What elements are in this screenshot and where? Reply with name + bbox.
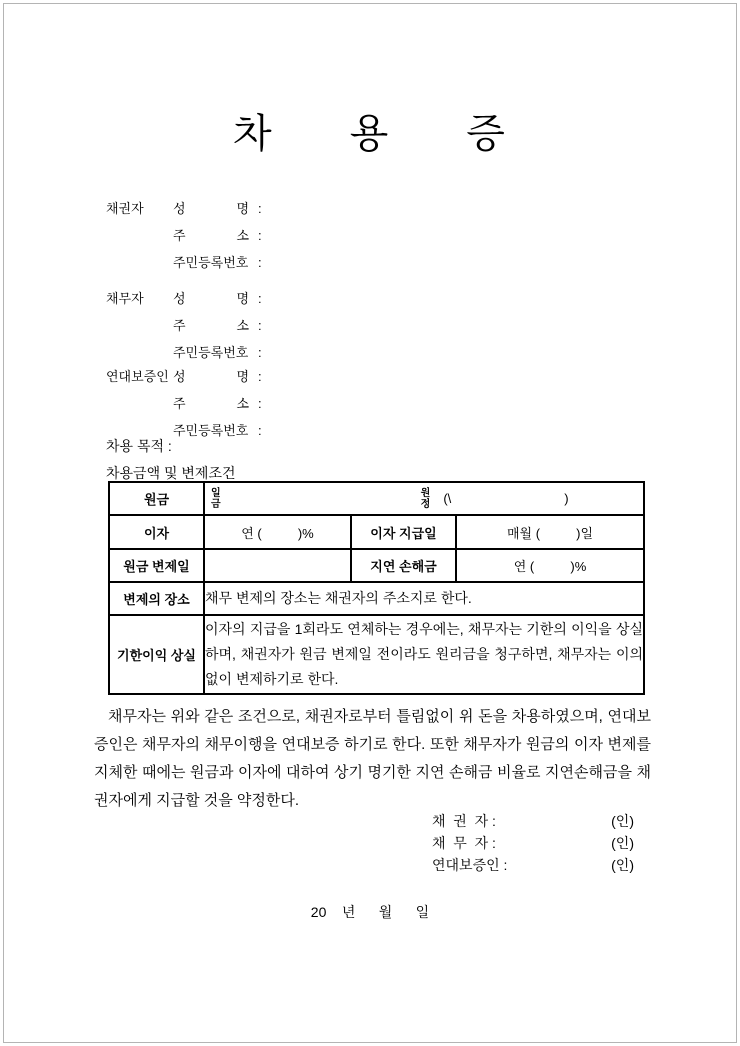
colon: : xyxy=(258,423,262,438)
id-field-label: 주민등록번호 xyxy=(173,345,249,360)
colon: : xyxy=(258,318,262,333)
name-field-label: 성 명 xyxy=(173,201,249,216)
principal-header: 원금 xyxy=(109,482,204,515)
interest-date-value: 매월 ( )일 xyxy=(456,515,644,549)
debtor-signature-label: 채 무 자 : xyxy=(432,835,496,851)
interest-value: 연 ( )% xyxy=(204,515,351,549)
loan-purpose-label: 차용 목적 : xyxy=(106,438,172,454)
repayment-place-row xyxy=(109,582,644,615)
creditor-signature-row xyxy=(432,810,634,832)
repayment-place-header: 변제의 장소 xyxy=(109,582,204,615)
loan-conditions-table xyxy=(108,481,645,695)
date-line: 20 년 월 일 xyxy=(310,904,430,920)
debtor-id-row xyxy=(173,339,262,366)
creditor-name-row xyxy=(173,195,262,222)
forfeiture-row xyxy=(109,615,644,694)
surety-address-row xyxy=(173,390,262,417)
principal-row xyxy=(109,482,644,515)
colon: : xyxy=(258,291,262,306)
colon: : xyxy=(258,201,262,216)
agreement-paragraph: 채무자는 위와 같은 조건으로, 채권자로부터 틀림없이 위 돈을 차용하였으며, 연대보증인은 채무자의 채무이행을 연대보증 하기로 한다. 또한 채무자가 원금의 이자 변제를 지체한 때에는 원금과 이자에 대하여 상기 명기한 지연 손해금 비율로 지연손해금을 채권자에게 지급할 것을 약정한다. xyxy=(94,708,651,809)
surety-seal-mark: (인) xyxy=(611,857,634,873)
surety-role-label: 연대보증인 xyxy=(106,369,169,384)
surety-name-row xyxy=(173,363,262,390)
debtor-section xyxy=(106,285,262,366)
creditor-role-label: 채권자 xyxy=(106,201,144,216)
colon: : xyxy=(258,369,262,384)
colon: : xyxy=(258,228,262,243)
delay-damages-value: 연 ( )% xyxy=(456,549,644,582)
debtor-seal-mark: (인) xyxy=(611,835,634,851)
interest-row xyxy=(109,515,644,549)
delay-damages-header: 지연 손해금 xyxy=(351,549,456,582)
colon: : xyxy=(258,396,262,411)
loan-conditions-label: 차용금액 및 변제조건 xyxy=(106,465,236,481)
creditor-seal-mark: (인) xyxy=(611,813,634,829)
principal-due-row xyxy=(109,549,644,582)
won-word: 원 정 xyxy=(420,487,431,510)
forfeiture-value: 이자의 지급을 1회라도 연체하는 경우에는, 채무자는 기한의 이익을 상실하며, 채권자가 원금 변제일 전이라도 원리금을 청구하면, 채무자는 이의 없이 변제하기로 한다. xyxy=(204,615,644,694)
interest-date-header: 이자 지급일 xyxy=(351,515,456,549)
interest-header: 이자 xyxy=(109,515,204,549)
debtor-name-row xyxy=(173,285,262,312)
creditor-address-row xyxy=(173,222,262,249)
debtor-fields xyxy=(173,285,262,366)
surety-signature-label: 연대보증인 : xyxy=(432,857,508,873)
creditor-signature-label: 채 권 자 : xyxy=(432,813,496,829)
creditor-fields xyxy=(173,195,262,276)
document-title: 차 용 증 xyxy=(233,111,507,156)
creditor-id-row xyxy=(173,249,262,276)
forfeiture-header: 기한이익 상실 xyxy=(109,615,204,694)
surety-fields xyxy=(173,363,262,444)
repayment-place-value: 채무 변제의 장소는 채권자의 주소지로 한다. xyxy=(204,582,644,615)
address-field-label: 주 소 xyxy=(173,228,249,243)
colon: : xyxy=(258,255,262,270)
amount-paren-close: ) xyxy=(564,491,569,506)
surety-section xyxy=(106,363,262,444)
amount-paren-open: (\ xyxy=(443,491,452,506)
surety-id-row xyxy=(173,417,262,444)
debtor-signature-row xyxy=(432,832,634,854)
debtor-address-row xyxy=(173,312,262,339)
debtor-role-label: 채무자 xyxy=(106,291,144,306)
sum-word: 일 금 xyxy=(211,487,221,510)
surety-signature-row xyxy=(432,854,634,876)
id-field-label: 주민등록번호 xyxy=(173,255,249,270)
id-field-label: 주민등록번호 xyxy=(173,423,249,438)
principal-due-value xyxy=(204,549,351,582)
creditor-section xyxy=(106,195,262,276)
principal-amount-cell xyxy=(204,482,644,515)
document-page xyxy=(3,3,737,1043)
address-field-label: 주 소 xyxy=(173,396,249,411)
name-field-label: 성 명 xyxy=(173,291,249,306)
name-field-label: 성 명 xyxy=(173,369,249,384)
colon: : xyxy=(258,345,262,360)
principal-due-header: 원금 변제일 xyxy=(109,549,204,582)
signature-section xyxy=(432,810,634,876)
address-field-label: 주 소 xyxy=(173,318,249,333)
